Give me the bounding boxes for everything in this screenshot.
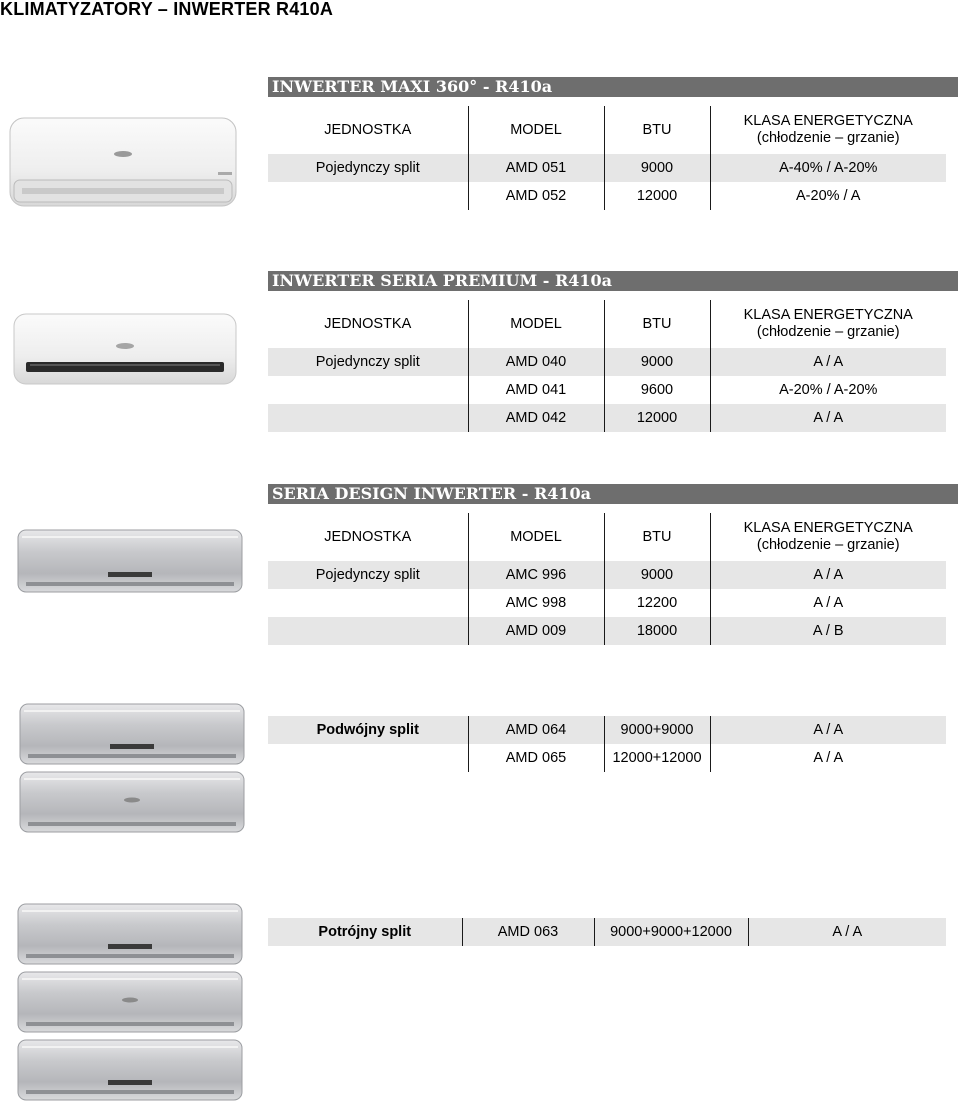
header-klasa: KLASA ENERGETYCZNA (chłodzenie – grzanie) <box>710 106 946 154</box>
cell-klasa: A-40% / A-20% <box>710 154 946 182</box>
table-row <box>268 716 946 744</box>
section-header: INWERTER MAXI 360° - R410a <box>268 77 958 97</box>
cell-model: AMD 051 <box>468 154 604 182</box>
cell-klasa: A / A <box>710 348 946 376</box>
cell-klasa: A / B <box>710 617 946 645</box>
cell-klasa: A / A <box>710 561 946 589</box>
product-table <box>268 918 946 946</box>
cell-model: AMC 996 <box>468 561 604 589</box>
cell-btu: 9000+9000+12000 <box>594 918 748 946</box>
header-btu: BTU <box>604 300 710 348</box>
table-row <box>268 918 946 946</box>
ac-unit-image <box>16 970 244 1036</box>
section-header: INWERTER SERIA PREMIUM - R410a <box>268 271 958 291</box>
cell-model: AMC 998 <box>468 589 604 617</box>
cell-btu: 9000 <box>604 348 710 376</box>
cell-unit <box>268 589 468 617</box>
cell-klasa: A / A <box>710 404 946 432</box>
product-table <box>268 716 946 772</box>
cell-unit <box>268 376 468 404</box>
product-table <box>268 300 946 432</box>
cell-btu: 9000 <box>604 561 710 589</box>
cell-unit: Pojedynczy split <box>268 561 468 589</box>
table-header-row <box>268 513 946 561</box>
cell-unit: Pojedynczy split <box>268 348 468 376</box>
table-header-row <box>268 106 946 154</box>
cell-klasa: A-20% / A <box>710 182 946 210</box>
table-row <box>268 589 946 617</box>
ac-unit-image <box>18 770 246 836</box>
cell-btu: 9600 <box>604 376 710 404</box>
table-row <box>268 404 946 432</box>
product-table <box>268 106 946 210</box>
cell-unit: Potrójny split <box>268 918 462 946</box>
table-row <box>268 744 946 772</box>
ac-unit-image <box>8 116 238 210</box>
cell-unit <box>268 617 468 645</box>
cell-unit: Pojedynczy split <box>268 154 468 182</box>
table-row <box>268 154 946 182</box>
header-klasa: KLASA ENERGETYCZNA (chłodzenie – grzanie) <box>710 300 946 348</box>
header-unit: JEDNOSTKA <box>324 122 412 138</box>
product-table <box>268 513 946 645</box>
cell-klasa: A-20% / A-20% <box>710 376 946 404</box>
ac-unit-image <box>12 312 238 388</box>
ac-unit-image <box>18 702 246 768</box>
cell-btu: 9000 <box>604 154 710 182</box>
table-row <box>268 617 946 645</box>
cell-unit <box>268 404 468 432</box>
table-row <box>268 376 946 404</box>
cell-model: AMD 063 <box>462 918 594 946</box>
header-unit: JEDNOSTKA <box>324 529 412 545</box>
header-model: MODEL <box>468 300 604 348</box>
cell-unit <box>268 182 468 210</box>
cell-btu: 12000 <box>604 182 710 210</box>
cell-model: AMD 009 <box>468 617 604 645</box>
cell-model: AMD 064 <box>468 716 604 744</box>
page-title: KLIMATYZATORY – INWERTER R410A <box>0 0 334 19</box>
ac-unit-image <box>16 1038 244 1104</box>
cell-model: AMD 052 <box>468 182 604 210</box>
table-row <box>268 182 946 210</box>
header-btu: BTU <box>604 513 710 561</box>
cell-unit <box>268 744 468 772</box>
cell-klasa: A / A <box>710 589 946 617</box>
cell-klasa: A / A <box>710 716 946 744</box>
header-btu: BTU <box>604 106 710 154</box>
cell-btu: 12200 <box>604 589 710 617</box>
header-klasa: KLASA ENERGETYCZNA (chłodzenie – grzanie) <box>710 513 946 561</box>
cell-model: AMD 042 <box>468 404 604 432</box>
cell-btu: 12000 <box>604 404 710 432</box>
header-model: MODEL <box>468 513 604 561</box>
cell-klasa: A / A <box>710 744 946 772</box>
cell-model: AMD 041 <box>468 376 604 404</box>
cell-unit: Podwójny split <box>268 716 468 744</box>
table-row <box>268 561 946 589</box>
cell-btu: 18000 <box>604 617 710 645</box>
header-unit: JEDNOSTKA <box>324 316 412 332</box>
cell-klasa: A / A <box>748 918 946 946</box>
ac-unit-image <box>16 902 244 968</box>
section-header: SERIA DESIGN INWERTER - R410a <box>268 484 958 504</box>
table-header-row <box>268 300 946 348</box>
ac-unit-image <box>16 528 244 596</box>
cell-btu: 12000+12000 <box>604 744 710 772</box>
header-model: MODEL <box>468 106 604 154</box>
cell-model: AMD 040 <box>468 348 604 376</box>
cell-model: AMD 065 <box>468 744 604 772</box>
cell-btu: 9000+9000 <box>604 716 710 744</box>
table-row <box>268 348 946 376</box>
